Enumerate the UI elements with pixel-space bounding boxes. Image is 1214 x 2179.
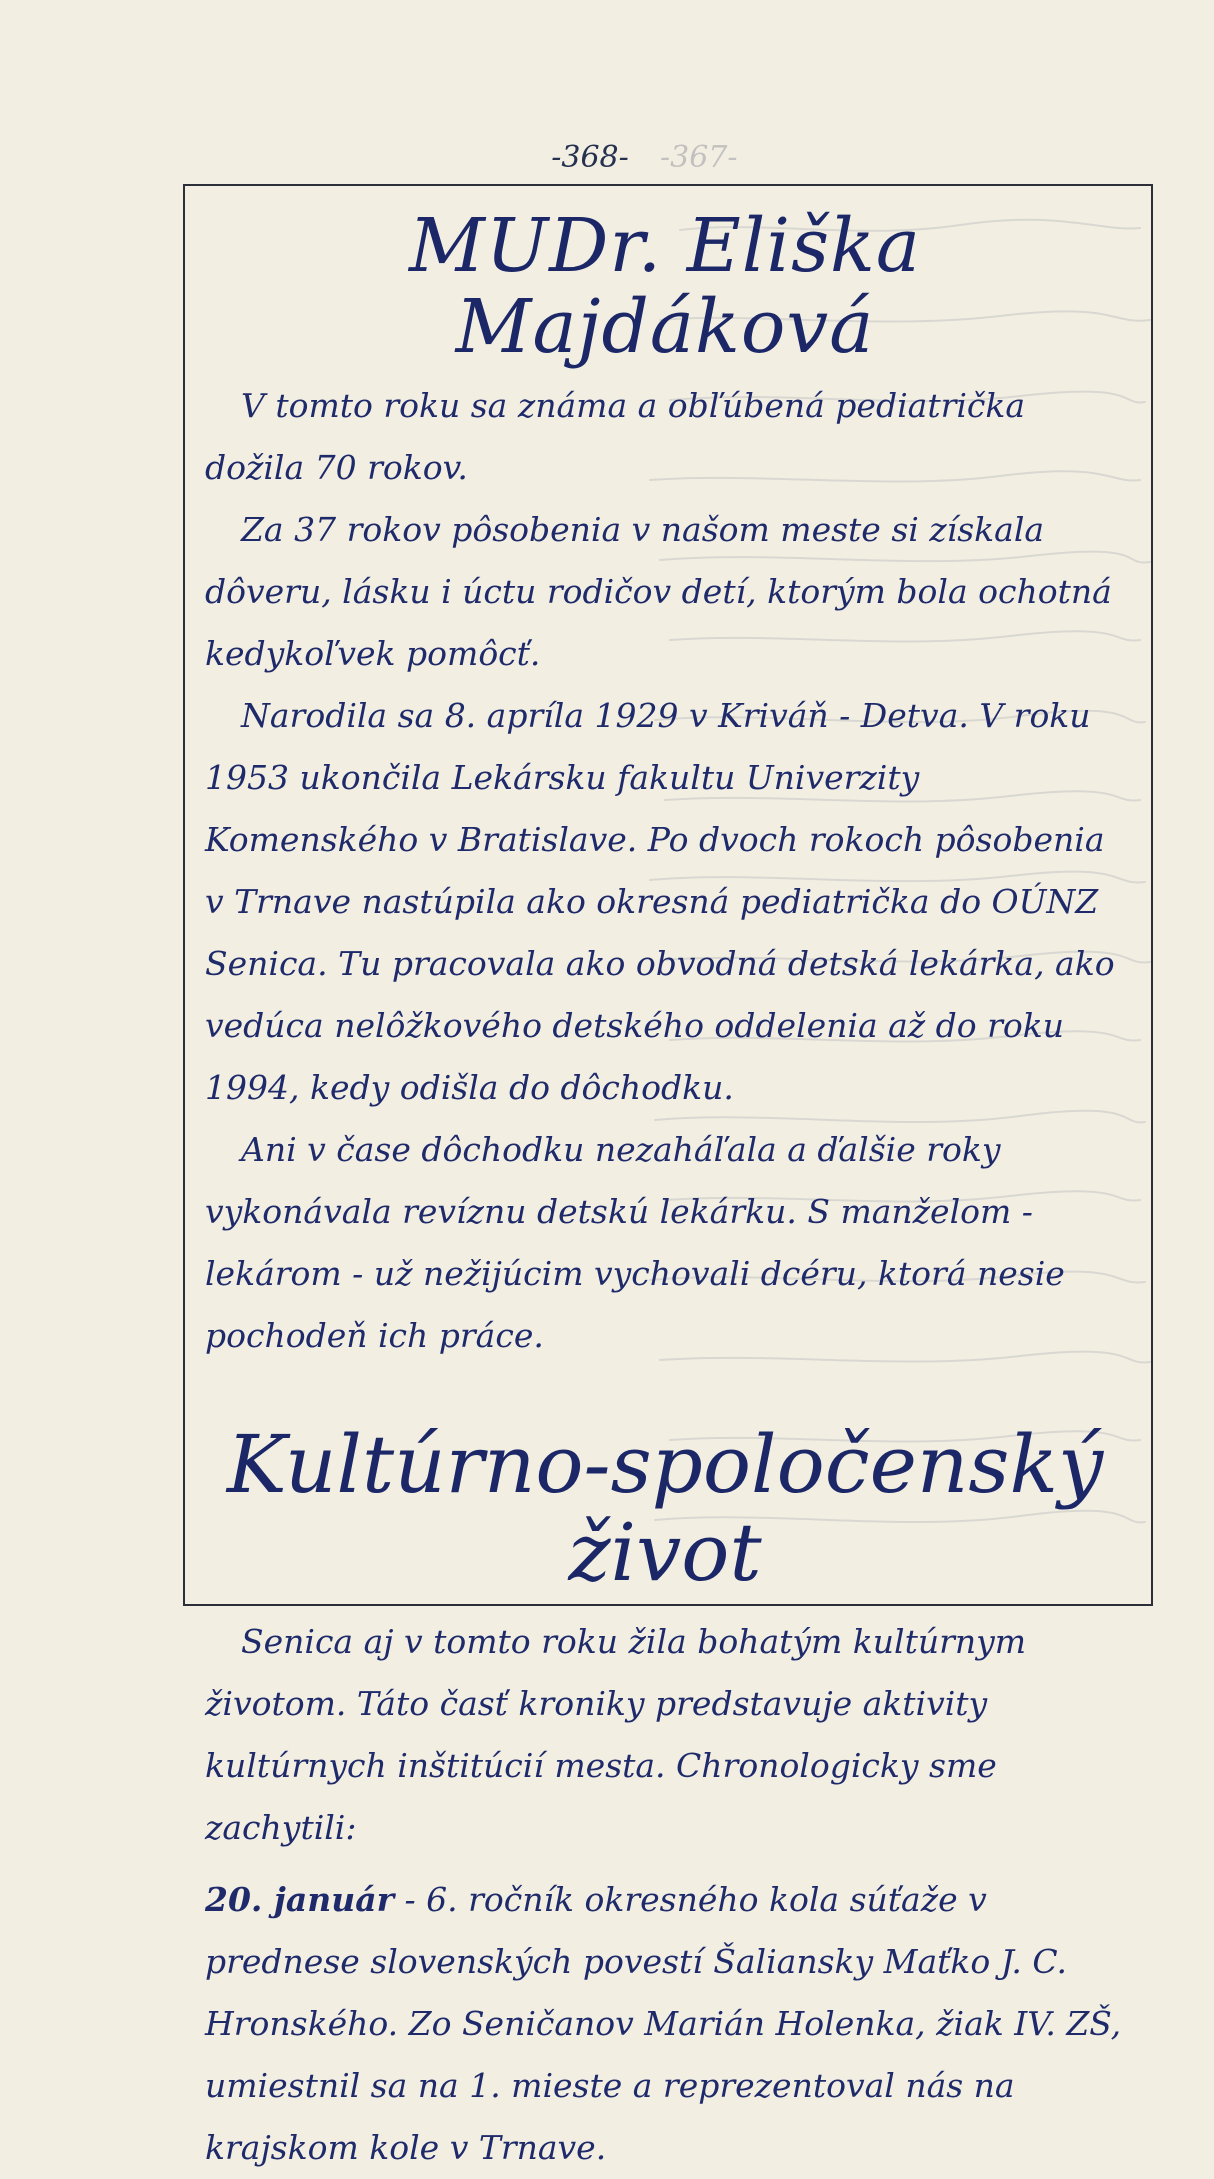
paragraph-4: Ani v čase dôchodku nezaháľala a ďalšie roky vykonávala revíznu detskú lekárku. S manželom - lekárom - už nežijúcim vychovali dcéru, ktorá nesie pochodeň ich práce. xyxy=(205,1129,1065,1355)
bleed-through-page-number: -367- xyxy=(660,140,738,175)
paragraph-1: V tomto roku sa známa a obľúbená pediatrička dožila 70 rokov. xyxy=(205,385,1026,487)
section-title-majdakova: MUDr. Eliška Majdáková xyxy=(408,203,922,371)
paragraph-3: Narodila sa 8. apríla 1929 v Kriváň - Detva. V roku 1953 ukončila Lekársku fakultu Univerzity Komenského v Bratislave. Po dvoch rokoch pôsobenia v Trnave nastúpila ako okresná pediatrička do OÚNZ Senica. Tu pracovala ako obvodná detská lekárka, ako vedúca nelôžkového detského oddelenia až do roku 1994, kedy odišla do dôchodku. xyxy=(205,695,1115,1107)
entry-date: 20. január xyxy=(205,1879,394,1919)
handwritten-content xyxy=(205,203,1125,2179)
page-frame xyxy=(183,184,1153,2167)
section-title-culture: Kultúrno-spoločenský život xyxy=(226,1417,1104,1599)
page-number: -368- xyxy=(551,140,629,175)
paragraph-2: Za 37 rokov pôsobenia v našom meste si získala dôveru, lásku i úctu rodičov detí, ktorým bola ochotná kedykoľvek pomôcť. xyxy=(205,509,1112,673)
entry-text: - 6. ročník okresného kola súťaže v prednese slovenských povestí Šaliansky Maťko J. C. Hronského. Zo Seničanov Marián Holenka, žiak IV. ZŠ, umiestnil sa na 1. mieste a reprezentoval nás na krajskom kole v Trnave. xyxy=(205,1879,1122,2167)
paragraph-5: Senica aj v tomto roku žila bohatým kultúrnym životom. Táto časť kroniky predstavuje aktivity kultúrnych inštitúcií mesta. Chronologicky sme zachytili: xyxy=(205,1621,1027,1847)
chronicle-entry xyxy=(205,1869,1125,2179)
